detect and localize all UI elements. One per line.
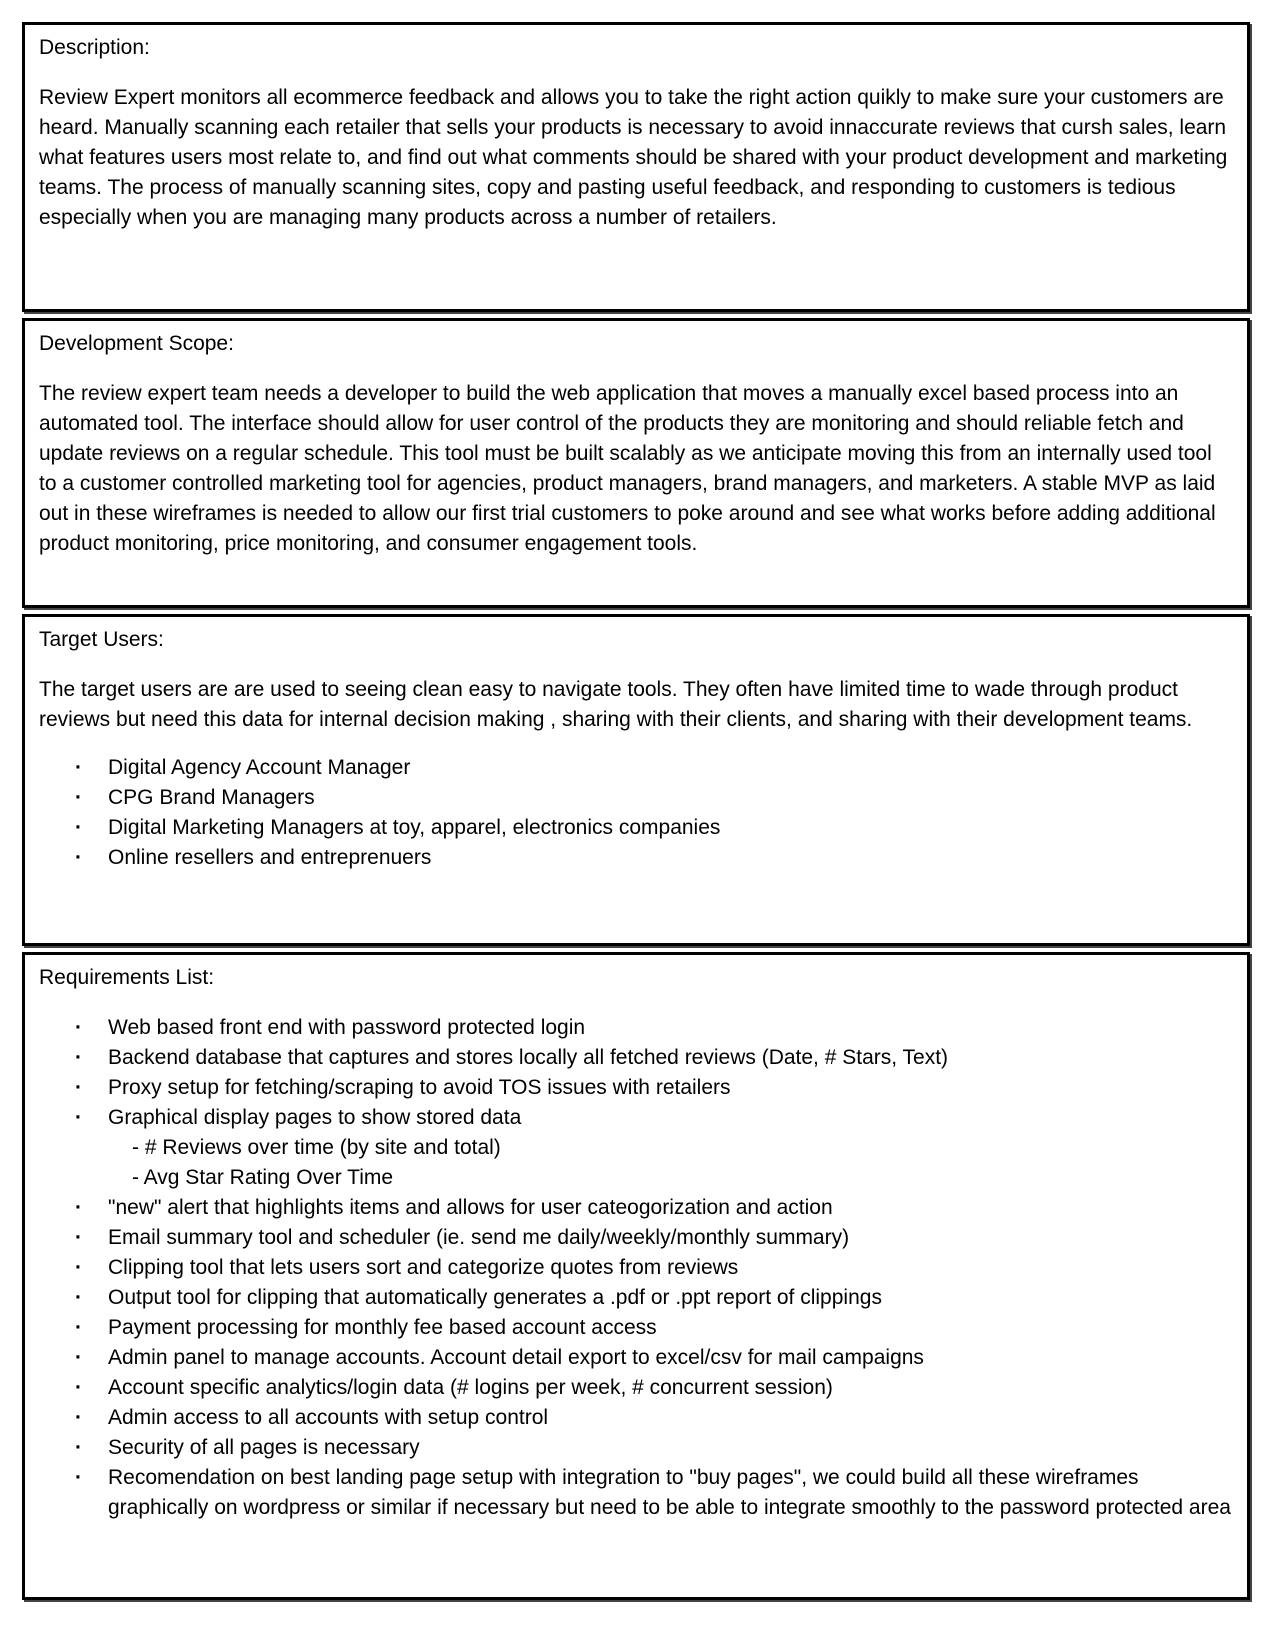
- requirements-heading: Requirements List:: [39, 966, 215, 989]
- list-item: · Security of all pages is necessary: [75, 1433, 1235, 1463]
- target-users-panel: [22, 614, 1250, 946]
- list-item: · "new" alert that highlights items and allows for user cateogorization and action: [75, 1193, 1235, 1223]
- list-item: · Output tool for clipping that automatically generates a .pdf or .ppt report of clippings: [75, 1283, 1235, 1313]
- description-panel: [22, 22, 1250, 312]
- target-users-text: The target users are are used to seeing clean easy to navigate tools. They often have limited time to wade through product reviews but need this data for internal decision making , sharing with their clients, and sharing with their development teams.: [39, 678, 1193, 731]
- sub-list-item: - Avg Star Rating Over Time: [132, 1166, 394, 1189]
- list-item: · Payment processing for monthly fee based account access: [75, 1313, 1235, 1343]
- requirements-list: [39, 1013, 1235, 1523]
- list-item: [75, 1103, 1235, 1193]
- list-item: · Account specific analytics/login data (# logins per week, # concurrent session): [75, 1373, 1235, 1403]
- list-item: · Clipping tool that lets users sort and categorize quotes from reviews: [75, 1253, 1235, 1283]
- sub-list-item: - # Reviews over time (by site and total): [132, 1136, 501, 1159]
- list-item: · Digital Marketing Managers at toy, apparel, electronics companies: [75, 813, 1235, 843]
- development-scope-panel: [22, 318, 1250, 608]
- target-users-heading: Target Users:: [39, 628, 164, 651]
- list-item: · CPG Brand Managers: [75, 783, 1235, 813]
- requirements-panel: [22, 952, 1250, 1600]
- list-item: · Recomendation on best landing page setup with integration to "buy pages", we could build all these wireframes graphically on wordpress or similar if necessary but need to be able to integrate smoothly to the password protected area: [75, 1463, 1235, 1523]
- list-item: · Web based front end with password protected login: [75, 1013, 1235, 1043]
- requirements-document: [22, 22, 1250, 1606]
- graphical-display-sublist: [108, 1133, 1235, 1193]
- list-item: · Admin access to all accounts with setup control: [75, 1403, 1235, 1433]
- development-scope-heading: Development Scope:: [39, 332, 234, 355]
- development-scope-text: The review expert team needs a developer to build the web application that moves a manually excel based process into an automated tool. The interface should allow for user control of the products they are monitoring and should reliable fetch and update reviews on a regular schedule. This tool must be built scalably as we anticipate moving this from an internally used tool to a customer controlled marketing tool for agencies, product managers, brand managers, and marketers. A stable MVP as laid out in these wireframes is needed to allow our first trial customers to poke around and see what works before adding additional product monitoring, price monitoring, and consumer engagement tools.: [39, 382, 1216, 555]
- target-users-list: [39, 753, 1235, 873]
- list-item: · Backend database that captures and stores locally all fetched reviews (Date, # Stars, Text): [75, 1043, 1235, 1073]
- description-text: Review Expert monitors all ecommerce feedback and allows you to take the right action quikly to make sure your customers are heard. Manually scanning each retailer that sells your products is necessary to avoid innaccurate reviews that cursh sales, learn what features users most relate to, and find out what comments should be shared with your product development and marketing teams. The process of manually scanning sites, copy and pasting useful feedback, and responding to customers is tedious especially when you are managing many products across a number of retailers.: [39, 86, 1228, 229]
- list-item: · Proxy setup for fetching/scraping to avoid TOS issues with retailers: [75, 1073, 1235, 1103]
- list-item: · Digital Agency Account Manager: [75, 753, 1235, 783]
- description-heading: Description:: [39, 36, 150, 59]
- list-item: · Email summary tool and scheduler (ie. send me daily/weekly/monthly summary): [75, 1223, 1235, 1253]
- list-item-text: Graphical display pages to show stored data: [108, 1106, 522, 1129]
- list-item: · Admin panel to manage accounts. Account detail export to excel/csv for mail campaigns: [75, 1343, 1235, 1373]
- list-item: · Online resellers and entreprenuers: [75, 843, 1235, 873]
